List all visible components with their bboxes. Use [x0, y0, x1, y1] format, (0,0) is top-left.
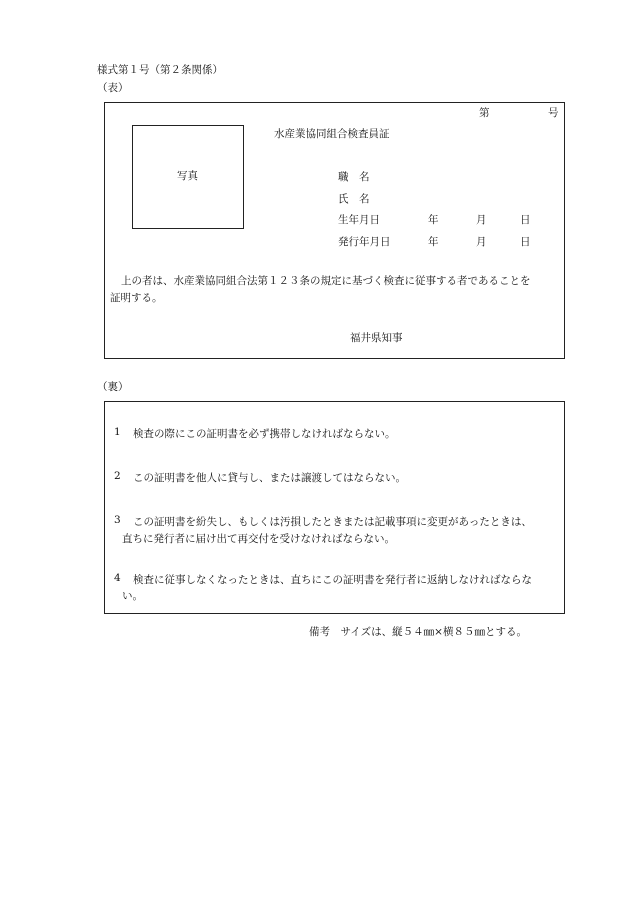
item-text: 検査の際にこの証明書を必ず携帯しなければならない。	[133, 428, 396, 440]
item-number: 3	[114, 514, 121, 526]
item-number: 1	[114, 426, 121, 438]
front-card	[104, 102, 565, 359]
issue-year: 年	[428, 236, 439, 248]
card-title: 水産業協同組合検査員証	[274, 128, 390, 140]
item-text-continued: い。	[122, 590, 143, 602]
birth-year: 年	[428, 214, 439, 226]
issue-month: 月	[476, 236, 487, 248]
back-card	[104, 401, 565, 614]
item-text-continued: 直ちに発行者に届け出て再交付を受けなければならない。	[122, 533, 395, 545]
issue-day: 日	[520, 236, 531, 248]
form-title: 様式第１号（第２条関係）	[97, 64, 223, 76]
item-number: 2	[114, 470, 121, 482]
front-label: （表）	[97, 82, 129, 94]
birth-date-label: 生年月日	[338, 214, 380, 226]
number-suffix: 号	[548, 107, 559, 119]
birth-day: 日	[520, 214, 531, 226]
back-label: （裏）	[97, 381, 129, 393]
issue-date-label: 発行年月日	[338, 236, 391, 248]
item-text: 検査に従事しなくなったときは、直ちにこの証明書を発行者に返納しなければならな	[133, 574, 532, 586]
photo-label: 写真	[177, 170, 198, 182]
birth-month: 月	[476, 214, 487, 226]
issuer: 福井県知事	[350, 332, 403, 344]
photo-placeholder	[132, 125, 244, 229]
item-number: 4	[114, 572, 121, 584]
certification-line-2: 証明する。	[110, 292, 163, 304]
position-label: 職 名	[338, 171, 370, 183]
item-text: この証明書を紛失し、もしくは汚損したときまたは記載事項に変更があったときは、	[133, 516, 532, 528]
certification-line-1: 上の者は、水産業協同組合法第１２３条の規定に基づく検査に従事する者であることを	[121, 275, 531, 287]
name-label: 氏 名	[338, 193, 370, 205]
item-text: この証明書を他人に貸与し、または譲渡してはならない。	[133, 472, 406, 484]
size-note: 備考 サイズは、縦５４㎜×横８５㎜とする。	[309, 626, 527, 638]
number-prefix: 第	[479, 107, 490, 119]
